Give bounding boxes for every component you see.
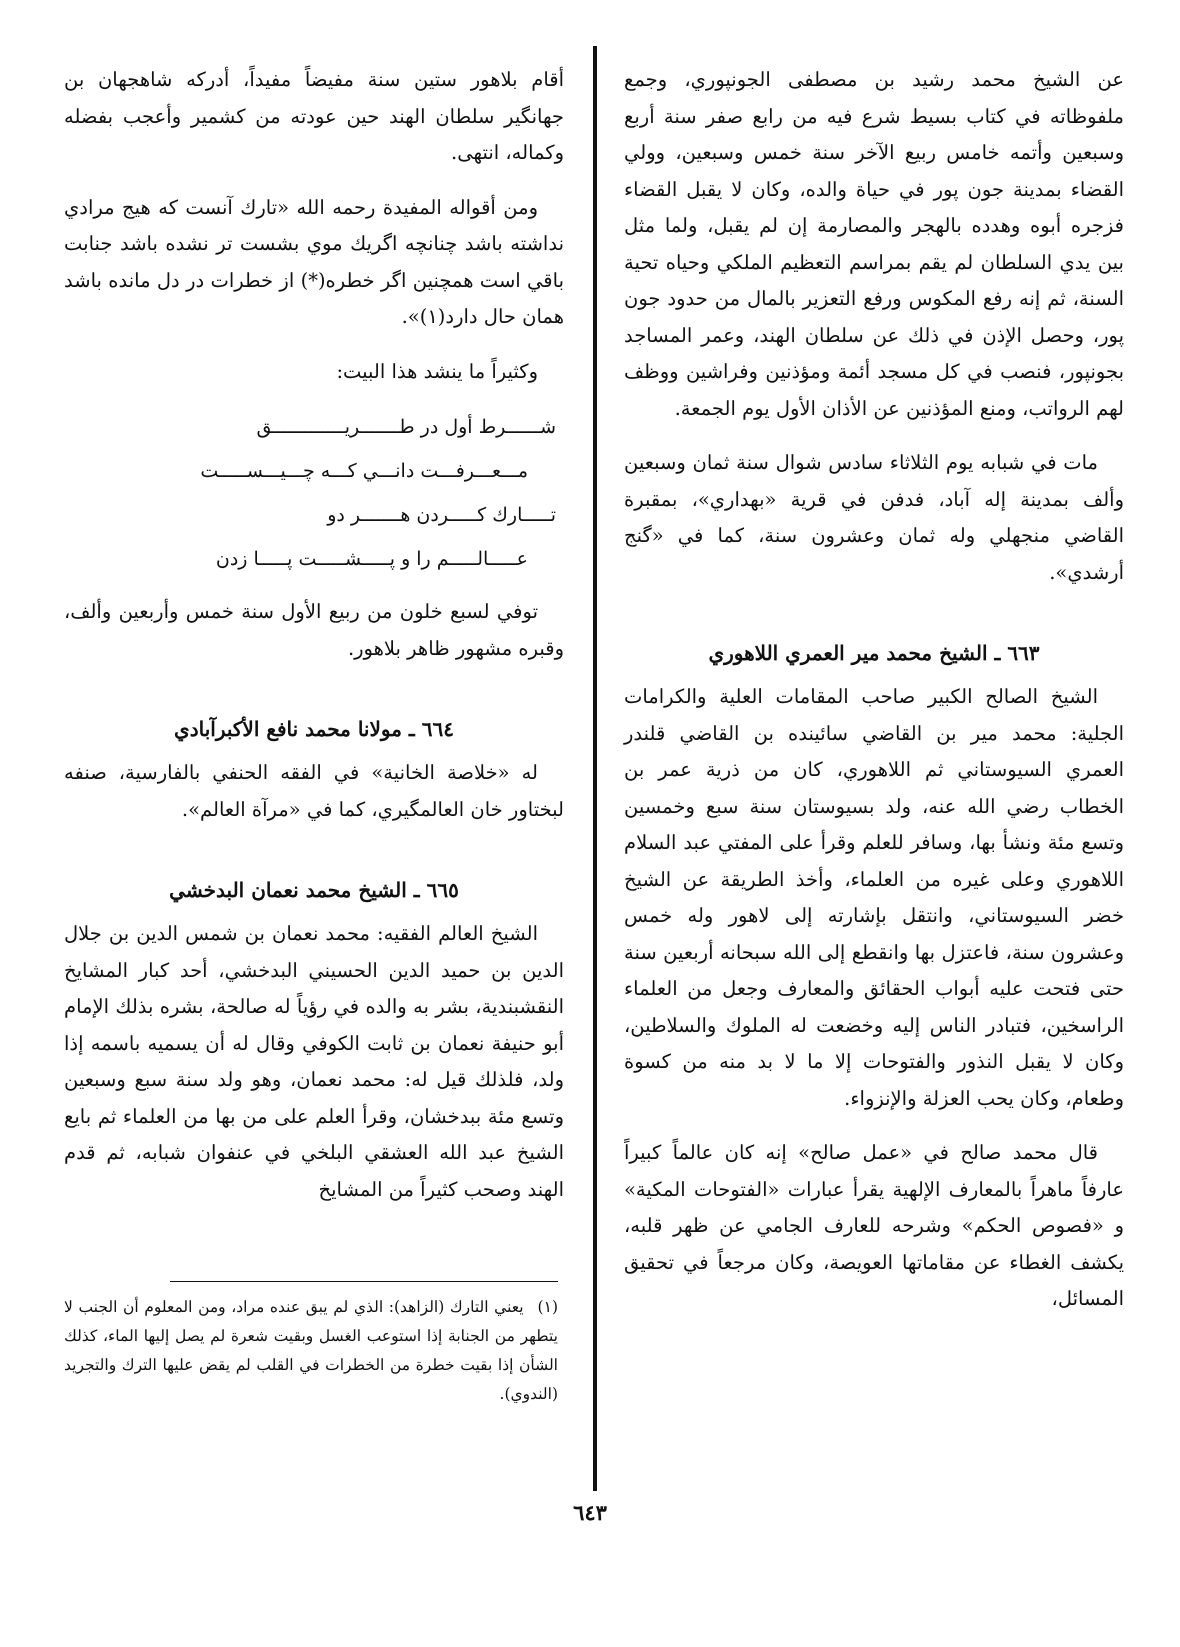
paragraph: مات في شبابه يوم الثلاثاء سادس شوال سنة ثمان وسبعين وألف بمدينة إله آباد، فدفن في قرية «بهداري»، بمقبرة القاضي منجهلي وله ثمان وعشرون سنة، كما في «گنج أرشدي». [624,451,1124,584]
section-heading-664: ٦٦٤ ـ مولانا محمد نافع الأكبرآبادي [174,717,454,741]
section-heading-663: ٦٦٣ ـ الشيخ محمد مير العمري اللاهوري [708,641,1040,665]
footnote-text: يعني التارك (الزاهد): الذي لم يبق عنده مراد، ومن المعلوم أن الجنب لا يتطهر من الجنابة إذا استوعب الغسل وبقيت شعرة لم يصل إليها الماء، كذلك الشأن إذا بقيت خطرة من الخطرات في القلب لم يقض عليها الترك والتجريد (الندوي). [64,1298,558,1403]
paragraph: الشيخ الصالح الكبير صاحب المقامات العلية والكرامات الجلية: محمد مير بن القاضي سائينده بن القاضي قلندر العمري السيوستاني ثم اللاهوري، كان من ذرية عمر بن الخطاب رضي الله عنه، ولد بسيوستان سنة سبع وخمسين وتسع مئة ونشأ بها، وسافر للعلم وقرأ على المفتي عبد السلام اللاهوري وعلى غيره من العلماء، وأخذ الطريقة عن الشيخ خضر السيوستاني، وانتقل بإشارته إلى لاهور وله خمس وعشرون سنة، فاعتزل بها وانقطع إلى الله سبحانه أربعين سنة حتى فتحت عليه أبواب الحقائق والمعارف وجعل من العلماء الراسخين، فتبادر الناس إليه وخضعت له الملوك والسلاطين، وكان لا يقبل النذور والفتوحات إلا ما لا بد منه من كسوة وطعام، وكان يحب العزلة والإنزواء. [624,685,1125,1110]
footnote-number: (١) [537,1298,558,1316]
poem-line: شــــــرط أول در طـــــــريـــــــــــــق [256,416,556,438]
paragraph: وكثيراً ما ينشد هذا البيت: [336,359,538,383]
footnote [64,1293,558,1409]
page-number: ٦٤٣ [573,1500,607,1525]
paragraph: له «خلاصة الخانية» في الفقه الحنفي بالفارسية، صنفه لبختاور خان العالمگيري، كما في «مرآة العالم». [64,761,564,821]
poem-line: عـــــالـــــم را و پـــــشـــــت پـــــا زدن [215,548,528,570]
paragraph: قال محمد صالح في «عمل صالح» إنه كان عالماً كبيراً عارفاً ماهراً بالمعارف الإلهية يقرأ عبارات «الفتوحات المكية» و «فصوص الحكم» وشرحه للعارف الجامي عن ظهر قلبه، يكشف الغطاء عن مقاماتها العويصة، وكان مرجعاً في تحقيق المسائل، [624,1141,1124,1310]
right-column [624,62,1124,1318]
poem [64,408,564,584]
paragraph: ومن أقواله المفيدة رحمه الله «تارك آنست كه هيج مرادي نداشته باشد چنانچه اگريك موي بشست تر نشده باشد جنابت باقي است همچنين اگر خطره(*) از خطرات در دل مانده باشد همان حال دارد(١)». [64,195,564,328]
paragraph: عن الشيخ محمد رشيد بن مصطفى الجونپوري، وجمع ملفوظاته في كتاب بسيط شرع فيه من رابع صفر سنة أربع وسبعين وأتمه خامس ربيع الآخر سنة خمس وسبعين، وولي القضاء بمدينة جون پور في حياة والده، وكان لا يقبل القضاء فزجره أبوه وهدده بالهجر والمصارمة إن لم يقبل، ولما مثل بين يدي السلطان لم يقم بمراسم التعظيم الملكي وحياه تحية السنة، ثم إنه رفع المكوس ورفع التعزير بالمال من حدود جون پور، وحصل الإذن في ذلك عن سلطان الهند، وعمر المساجد بجونپور، فنصب في كل مسجد أئمة ومؤذنين وفراشين ووظف لهم الرواتب، ومنع المؤذنين عن الأذان الأول يوم الجمعة. [624,68,1124,420]
poem-line: مـــعـــرفـــت دانـــي كـــه چـــيـــســـــت [200,460,528,482]
poem-line: تـــــارك كـــــردن هـــــــر دو [327,504,556,526]
section-heading-665: ٦٦٥ ـ الشيخ محمد نعمان البدخشي [169,878,459,902]
left-column [64,62,564,1208]
paragraph: الشيخ العالم الفقيه: محمد نعمان بن شمس الدين بن جلال الدين بن حميد الدين الحسيني البدخشي، أحد كبار المشايخ النقشبندية، بشر به والده في رؤياً له صالحة، بشره بذلك الإمام أبو حنيفة نعمان بن ثابت الكوفي وقال له أن يسميه باسمه إذا ولد، فلذلك قيل له: محمد نعمان، وهو ولد سنة سبع وسبعين وتسع مئة ببدخشان، وقرأ العلم على من بها من العلماء ثم بايع الشيخ عبد الله العشقي البلخي في عنفوان شبابه، ثم قدم الهند وصحب كثيراً من المشايخ [64,922,564,1201]
column-divider [593,46,597,1491]
paragraph: أقام بلاهور ستين سنة مفيضاً مفيداً، أدركه شاهجهان بن جهانگير سلطان الهند حين عودته من كشمير وأعجب بفضله وكماله، انتهى. [64,68,564,164]
paragraph: توفي لسبع خلون من ربيع الأول سنة خمس وأربعين وألف، وقبره مشهور ظاهر بلاهور. [64,600,564,660]
footnote-rule [170,1281,558,1282]
